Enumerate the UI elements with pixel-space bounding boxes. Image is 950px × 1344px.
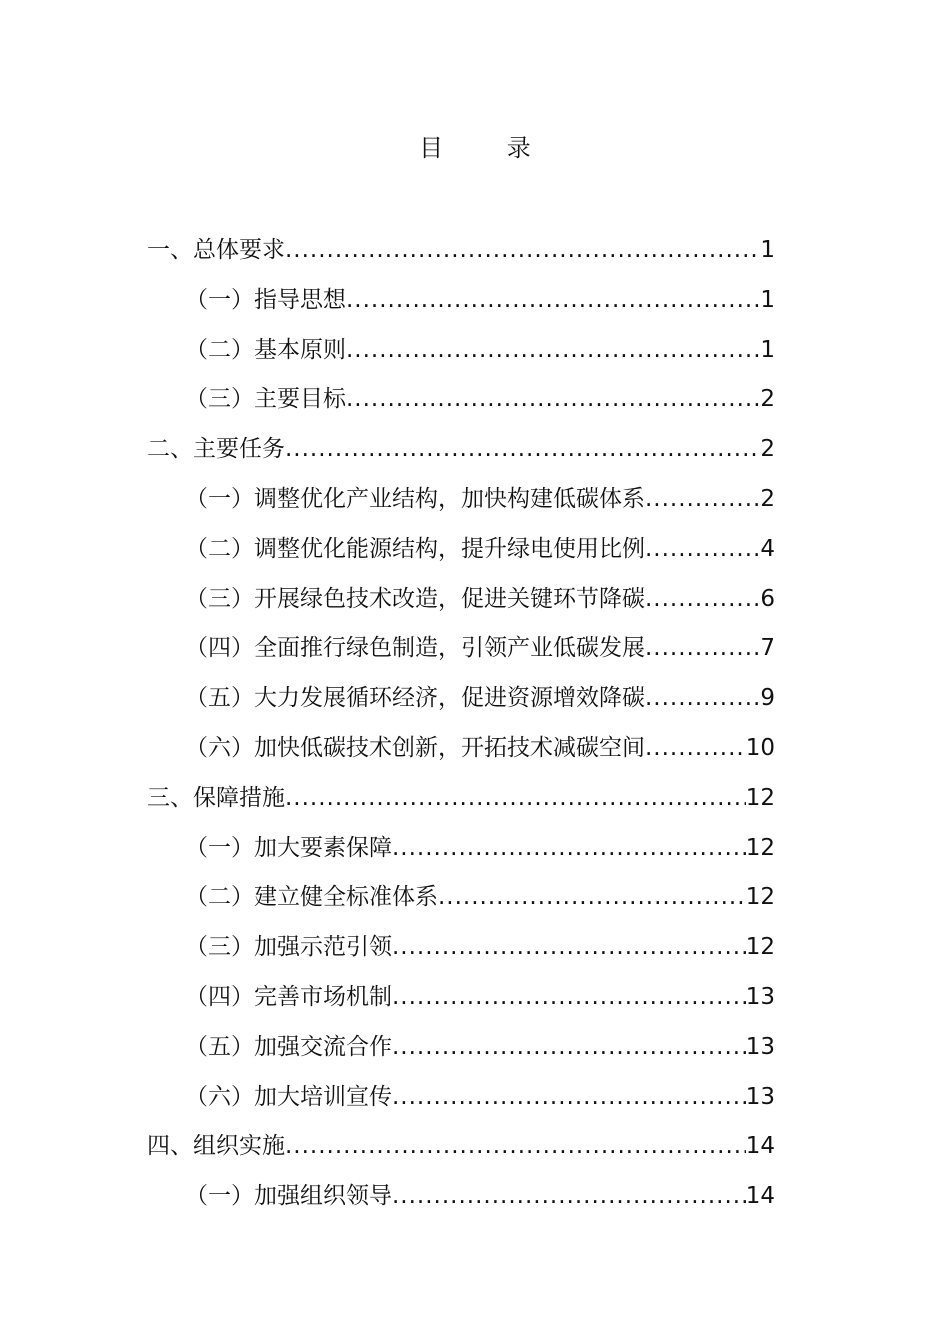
- toc-subsection-entry[interactable]: [147, 579, 775, 629]
- toc-subsection-entry[interactable]: [147, 1176, 775, 1226]
- toc-entry-label: （二）建立健全标准体系: [185, 884, 438, 911]
- toc-entry-page-number: 1: [760, 237, 775, 263]
- toc-section-entry[interactable]: [147, 778, 775, 828]
- toc-dot-leader: [285, 778, 746, 818]
- toc-dot-leader: [645, 628, 760, 668]
- toc-dot-leader: [346, 330, 760, 370]
- toc-entry-page-number: 13: [745, 1033, 775, 1060]
- toc-entry-page-number: 12: [745, 884, 775, 911]
- toc-subsection-entry[interactable]: [147, 977, 775, 1027]
- toc-dot-leader: [392, 1176, 746, 1216]
- toc-subsection-entry[interactable]: [147, 628, 775, 678]
- toc-dot-leader: [285, 429, 760, 469]
- toc-entry-page-number: 9: [760, 685, 775, 712]
- toc-subsection-entry[interactable]: [147, 1027, 775, 1077]
- toc-entry-page-number: 12: [745, 784, 775, 811]
- toc-entry-page-number: 12: [745, 834, 775, 861]
- toc-entry-page-number: 7: [760, 635, 775, 662]
- toc-dot-leader: [645, 579, 760, 619]
- toc-entry-page-number: 4: [760, 535, 775, 562]
- toc-entry-label: （三）加强示范引领: [185, 934, 392, 961]
- toc-dot-leader: [392, 1077, 746, 1117]
- toc-dot-leader: [438, 877, 746, 917]
- toc-entry-label: （五）大力发展循环经济，促进资源增效降碳: [185, 685, 645, 712]
- toc-subsection-entry[interactable]: [147, 728, 775, 778]
- toc-subsection-entry[interactable]: [147, 379, 775, 429]
- toc-dot-leader: [392, 1027, 746, 1067]
- toc-subsection-entry[interactable]: [147, 877, 775, 927]
- toc-entry-label: 二、主要任务: [147, 436, 285, 463]
- toc-entry-label: （六）加快低碳技术创新，开拓技术减碳空间: [185, 734, 645, 761]
- toc-entry-page-number: 1: [760, 336, 775, 363]
- toc-dot-leader: [285, 230, 760, 270]
- toc-entry-page-number: 2: [760, 485, 775, 512]
- toc-entry-label: （二）基本原则: [185, 336, 346, 363]
- toc-dot-leader: [346, 280, 760, 320]
- toc-entry-label: （一）指导思想: [185, 286, 346, 313]
- toc-dot-leader: [392, 977, 746, 1017]
- toc-dot-leader: [645, 479, 760, 519]
- toc-subsection-entry[interactable]: [147, 280, 775, 330]
- toc-dot-leader: [392, 927, 746, 967]
- toc-dot-leader: [346, 379, 760, 419]
- toc-subsection-entry[interactable]: [147, 678, 775, 728]
- toc-dot-leader: [645, 678, 760, 718]
- toc-dot-leader: [645, 529, 760, 569]
- toc-entry-page-number: 10: [745, 734, 775, 761]
- toc-entry-label: （三）主要目标: [185, 386, 346, 413]
- toc-entry-label: （一）加大要素保障: [185, 834, 392, 861]
- toc-entry-label: （四）全面推行绿色制造，引领产业低碳发展: [185, 635, 645, 662]
- toc-section-entry[interactable]: [147, 1126, 775, 1176]
- toc-dot-leader: [285, 1126, 746, 1166]
- toc-entry-label: （三）开展绿色技术改造，促进关键环节降碳: [185, 585, 645, 612]
- toc-entry-label: （四）完善市场机制: [185, 983, 392, 1010]
- toc-dot-leader: [392, 828, 746, 868]
- toc-entry-label: （五）加强交流合作: [185, 1033, 392, 1060]
- toc-entry-page-number: 14: [745, 1133, 775, 1160]
- toc-entry-page-number: 2: [760, 386, 775, 413]
- toc-entry-label: 一、总体要求: [147, 237, 285, 263]
- toc-subsection-entry[interactable]: [147, 1077, 775, 1127]
- toc-subsection-entry[interactable]: [147, 330, 775, 380]
- toc-entry-label: 三、保障措施: [147, 784, 285, 811]
- toc-entry-page-number: 12: [745, 934, 775, 961]
- toc-section-entry[interactable]: [147, 429, 775, 479]
- toc-subsection-entry[interactable]: [147, 529, 775, 579]
- toc-subsection-entry[interactable]: [147, 828, 775, 878]
- toc-section-entry[interactable]: [147, 230, 775, 280]
- toc-entry-page-number: 6: [760, 585, 775, 612]
- toc-entry-page-number: 13: [745, 1083, 775, 1110]
- toc-entry-label: （一）调整优化产业结构，加快构建低碳体系: [185, 485, 645, 512]
- toc-entry-page-number: 1: [760, 286, 775, 313]
- toc-title: 目 录: [419, 134, 559, 162]
- toc-entry-label: （六）加大培训宣传: [185, 1083, 392, 1110]
- toc-entry-page-number: 2: [760, 436, 775, 463]
- toc-subsection-entry[interactable]: [147, 927, 775, 977]
- toc-entry-label: 四、组织实施: [147, 1133, 285, 1160]
- table-of-contents: [147, 230, 775, 1226]
- toc-entry-label: （二）调整优化能源结构，提升绿电使用比例: [185, 535, 645, 562]
- toc-entry-page-number: 13: [745, 983, 775, 1010]
- toc-dot-leader: [645, 728, 746, 768]
- toc-entry-page-number: 14: [745, 1183, 775, 1210]
- toc-entry-label: （一）加强组织领导: [185, 1183, 392, 1210]
- toc-subsection-entry[interactable]: [147, 479, 775, 529]
